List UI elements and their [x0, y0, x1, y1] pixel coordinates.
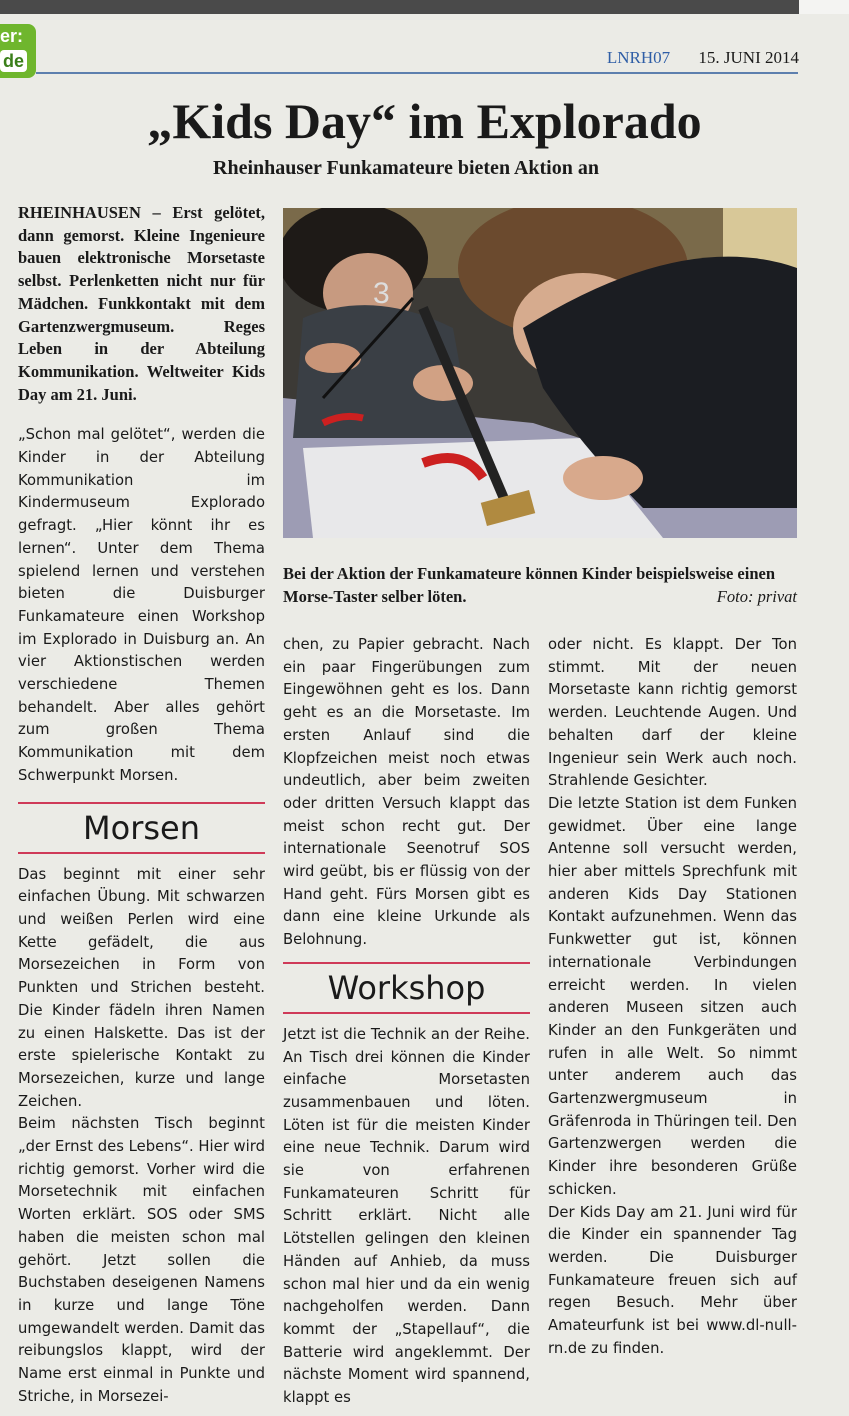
article-headline: „Kids Day“ im Explorado	[147, 93, 702, 149]
section-badge	[0, 24, 36, 78]
morsen-paragraph-2: Beim nächsten Tisch beginnt „der Ernst des Lebens“. Hier wird richtig gemorst. Vorher wird die Morsetechnik mit einfachen Worten erklärt. SOS oder SMS haben die meisten schon mal gehört. Jetzt sollen die Buchstaben deseigenen Namens in kurze und lange Töne umgewandelt werden. Damit das reibungslos klappt, wird der Name erst einmal in Punkte und Striche, in Morsezei-	[18, 1115, 265, 1405]
page-header-meta	[607, 48, 799, 68]
intro-paragraph: „Schon mal gelötet“, werden die Kinder in der Abteilung Kommunikation im Kindermuseum Explorado gefragt. „Hier könnt ihr es lernen“. Unter dem Thema spielend lernen und verstehen bieten die Duisburger Funkamateure einen Workshop im Explorado in Duisburg an. An vier Aktionstischen werden verschiedene Themen behandelt. Aber alles gehört zum großen Thema Kommunikation mit dem Schwerpunkt Morsen.	[18, 426, 265, 784]
photo-soldering-children	[283, 208, 797, 538]
badge-line1: er:	[0, 26, 24, 46]
section-title-morsen: Morsen	[83, 808, 200, 847]
column-3	[548, 634, 797, 1361]
col3-paragraph-1: oder nicht. Es klappt. Der Ton stimmt. Mit der neuen Morsetaste kann richtig gemorst werden. Leuchtende Augen. Und behalten darf der kleine Ingenieur sein Werk auch noch. Strahlende Gesichter.	[548, 636, 797, 790]
header-rule	[36, 72, 798, 74]
page-code: LNRH07	[606, 48, 671, 67]
dateline: RHEINHAUSEN –	[18, 203, 161, 222]
col3-paragraph-3: Der Kids Day am 21. Juni wird für die Kinder ein spannender Tag werden. Die Duisburger Funkamateure freuen sich auf regen Besuch. Mehr über Amateurfunk ist bei www.dl-null-rn.de zu finden.	[548, 1203, 797, 1357]
morsen-paragraph-1: Das beginnt mit einer sehr einfachen Übung. Mit schwarzen und weißen Perlen wird eine Kette gefädelt, die aus Morsezeichen in Form von Punkten und Strichen besteht. Die Kinder fädeln ihren Namen zu einen Halskette. Das ist der erste spielerische Kontakt zu Morsezeichen, kurze und lange Zeichen.	[18, 865, 265, 1110]
svg-text:3: 3	[373, 277, 390, 310]
column-2	[283, 634, 530, 1410]
photo-credit: Foto: privat	[716, 587, 797, 606]
top-border	[0, 0, 849, 14]
section-rule-bottom	[18, 852, 265, 854]
badge-line2: de	[0, 50, 27, 72]
column-1	[18, 202, 265, 1408]
workshop-paragraph-1: Jetzt ist die Technik an der Reihe. An Tisch drei können die Kinder einfache Morsetasten zusammenbauen und löten. Löten ist für die meisten Kinder eine neue Technik. Darum wird sie von erfahrenen Funkamateuren Schritt für Schritt erklärt. Nicht alle Lötstellen gelingen den kleinen Händen auf Anhieb, da muss schon mal hier und da ein wenig nachgeholfen werden. Dann kommt der „Stapellauf“, die Batterie wird angeklemmt. Der nächste Moment wird spannend, klappt es	[283, 1025, 530, 1407]
article-subheadline: Rheinhauser Funkamateure bieten Aktion an	[213, 157, 599, 179]
lead-paragraph	[18, 202, 265, 406]
col2-paragraph-1: chen, zu Papier gebracht. Nach ein paar Fingerübungen zum Eingewöhnen geht es los. Dann geht es an die Morsetaste. Im ersten Anlauf sind die Klopfzeichen meist noch etwas undeutlich, aber beim zweiten oder dritten Versuch klappt das meist schon recht gut. Der internationale Seenotruf SOS wird geübt, bis er flüssig von der Hand geht. Fürs Morsen gibt es dann eine kleine Urkunde als Belohnung.	[283, 636, 530, 949]
section-title-workshop: Workshop	[327, 968, 486, 1007]
photo-caption	[283, 562, 797, 608]
col3-paragraph-2: Die letzte Station ist dem Funken gewidmet. Über eine lange Antenne soll versucht werden, hier aber mittels Sprechfunk mit anderen Kids Day Stationen Kontakt aufzunehmen. Wenn das Funkwetter gut ist, können internationale Verbindungen erreicht werden. In vielen anderen Museen sitzen auch Kinder an den Funkgeräten und rufen in alle Welt. So nimmt unter anderem auch das Gartenzwergmuseum in Gräfenroda in Thüringen teil. Den Gartenzwergen werden die Kinder ihre besonderen Grüße schicken.	[548, 794, 797, 1198]
article-photo	[283, 208, 797, 538]
section-rule-bottom-2	[283, 1012, 530, 1014]
photo-caption-text: Bei der Aktion der Funkamateure können Kinder beispielsweise einen Morse-Taster selber löten.	[283, 564, 775, 606]
lead-text: Erst gelötet, dann gemorst. Kleine Ingenieure bauen elektronische Morsetaste selbst. Perlenketten nicht nur für Mädchen. Funkkontakt mit dem Gartenzwergmuseum. Reges Leben in der Abteilung Kommunikation. Weltweiter Kids Day am 21. Juni.	[18, 203, 266, 404]
issue-date: 15. JUNI 2014	[698, 48, 799, 67]
